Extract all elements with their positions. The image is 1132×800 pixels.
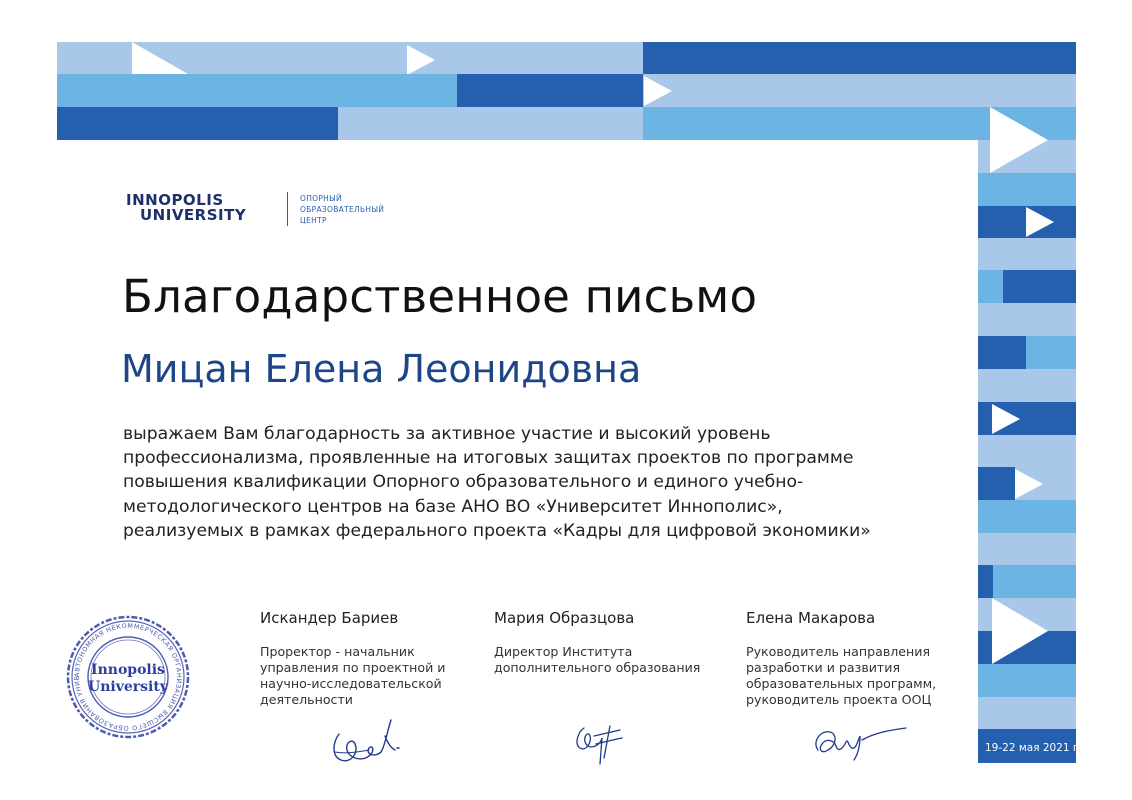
- band-block: [978, 336, 1026, 369]
- band-block: [978, 697, 1076, 729]
- signatory-role-line: Проректор - начальник: [260, 644, 415, 659]
- body-line: реализуемых в рамках федерального проекта «Кадры для цифровой экономики»: [123, 520, 871, 541]
- signatory-name: Елена Макарова: [746, 609, 876, 627]
- signatory-role-line: образовательных программ,: [746, 676, 937, 691]
- signatory-name: Мария Образцова: [494, 609, 635, 627]
- arrow-icon: [990, 107, 1048, 173]
- band-block: [338, 107, 643, 140]
- signatory-role-line: разработки и развития: [746, 660, 901, 675]
- band-block: [57, 107, 338, 140]
- arrow-icon: [407, 45, 435, 75]
- signatory-block: [494, 609, 724, 676]
- band-block: [993, 565, 1076, 598]
- signatory-role-line: дополнительного образования: [494, 660, 701, 675]
- band-block: [57, 74, 457, 107]
- band-block: [978, 533, 1076, 565]
- body-line: методологического центров на базе АНО ВО «Университет Иннополис»,: [123, 496, 783, 517]
- band-block: [457, 74, 643, 107]
- seal-text-line2: University: [88, 679, 168, 695]
- official-seal: [65, 614, 191, 740]
- band-block: [1026, 336, 1076, 369]
- signature-3-graphic: [806, 720, 918, 764]
- logo-subtitle: [300, 193, 384, 226]
- band-block: [978, 270, 1003, 303]
- arrow-icon: [644, 76, 672, 106]
- seal-text-line1: Innopolis: [91, 662, 165, 678]
- signatory-role-line: управления по проектной и: [260, 660, 446, 675]
- seal-graphic: [65, 614, 191, 740]
- band-block: [978, 467, 1015, 500]
- signatory-role-line: руководитель проекта ООЦ: [746, 692, 932, 707]
- band-block: [978, 500, 1076, 533]
- band-block: [643, 74, 1076, 107]
- band-block: [978, 565, 993, 598]
- band-block: [978, 664, 1076, 697]
- body-line: выражаем Вам благодарность за активное участие и высокий уровень: [123, 424, 771, 444]
- logo-wordmark-line1: INNOPOLIS: [126, 191, 224, 209]
- signatory-block: [260, 609, 480, 708]
- logo-sub-line: ОПОРНЫЙ: [300, 194, 342, 203]
- document-title: Благодарственное письмо: [122, 270, 758, 323]
- signatory-role-line: Директор Института: [494, 644, 633, 659]
- logo-sub-line: ЦЕНТР: [300, 216, 327, 225]
- arrow-icon: [1015, 469, 1043, 499]
- signatory-role-line: Руководитель направления: [746, 644, 931, 659]
- logo-sub-line: ОБРАЗОВАТЕЛЬНЫЙ: [300, 205, 385, 214]
- band-block: [643, 42, 1076, 74]
- signature-2-graphic: [570, 718, 630, 768]
- signatory-role-line: научно-исследовательской: [260, 676, 442, 691]
- band-block: [978, 238, 1076, 270]
- letter-body: [123, 422, 933, 543]
- band-block: [978, 369, 1076, 402]
- body-line: повышения квалификации Опорного образовательного и единого учебно-: [123, 472, 804, 493]
- band-block: [978, 173, 1076, 206]
- signatory-block: [746, 609, 966, 708]
- signature-1-graphic: [325, 712, 405, 770]
- event-date: 19-22 мая 2021 г.: [985, 742, 1082, 754]
- arrow-icon: [992, 598, 1048, 664]
- university-logo: [126, 193, 246, 223]
- seal-ring-text: АВТОНОМНАЯ НЕКОММЕРЧЕСКАЯ ОРГАНИЗАЦИЯ ВЫСШЕГО ОБРАЗОВАНИЯ УНИВ: [72, 621, 184, 733]
- band-block: [978, 303, 1076, 336]
- band-block: [978, 435, 1076, 467]
- body-line: профессионализма, проявленные на итоговых защитах проектов по программе: [123, 448, 854, 469]
- logo-wordmark-line2: UNIVERSITY: [140, 206, 247, 224]
- arrow-icon: [1026, 207, 1054, 237]
- signatory-role-line: деятельности: [260, 692, 353, 707]
- arrow-icon: [992, 404, 1020, 434]
- recipient-name: Мицан Елена Леонидовна: [121, 347, 642, 391]
- logo-divider: [287, 192, 288, 226]
- signatory-name: Искандер Бариев: [260, 609, 399, 627]
- band-block: [1003, 270, 1076, 303]
